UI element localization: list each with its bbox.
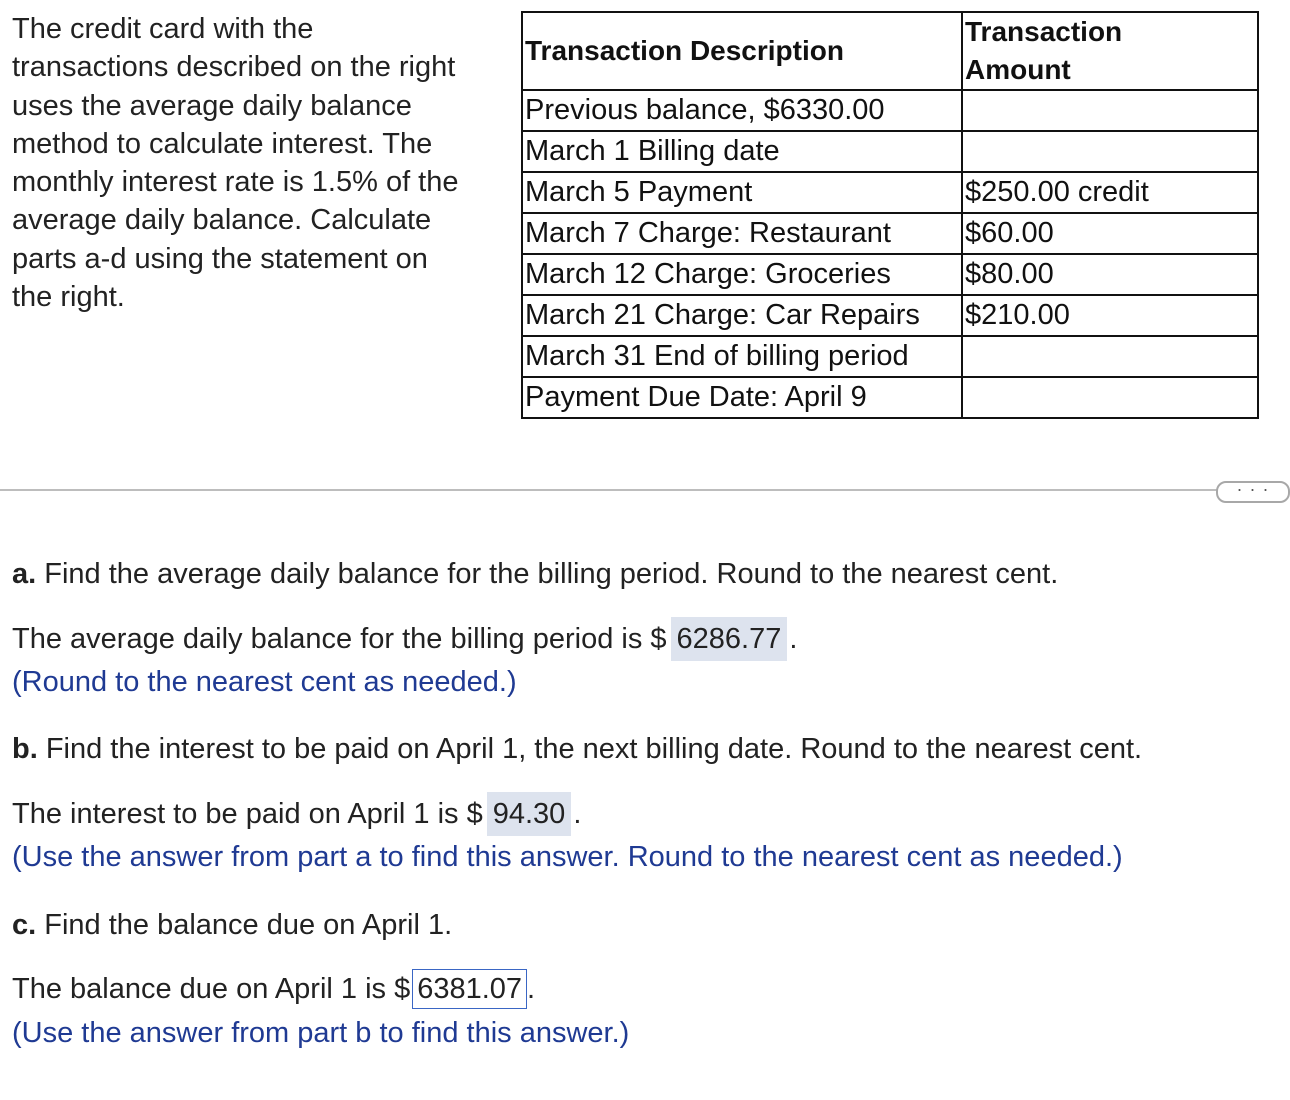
- part-b-question-text: Find the interest to be paid on April 1, the next billing date. Round to the nearest cent.: [37, 733, 1143, 765]
- header-amount: [962, 12, 1258, 90]
- row-amount: [962, 336, 1258, 377]
- row-description: March 5 Payment: [522, 172, 962, 213]
- ellipsis-icon: · · ·: [1236, 479, 1270, 499]
- row-description: Payment Due Date: April 9: [522, 377, 962, 418]
- row-description: March 7 Charge: Restaurant: [522, 213, 962, 254]
- intro-line: average daily balance. Calculate: [12, 204, 432, 237]
- table-row: [522, 295, 1258, 336]
- row-amount: [962, 131, 1258, 172]
- part-a-letter: a.: [12, 558, 37, 590]
- part-a-question-text: Find the average daily balance for the billing period. Round to the nearest cent.: [36, 558, 1059, 590]
- table-row: [522, 172, 1258, 213]
- row-description: March 1 Billing date: [522, 131, 962, 172]
- row-amount: $80.00: [962, 254, 1258, 295]
- transaction-table: [521, 11, 1259, 419]
- part-c-letter: c.: [12, 909, 37, 941]
- table-row: [522, 90, 1258, 131]
- part-b-hint: (Use the answer from part a to find this answer. Round to the nearest cent as needed.): [12, 841, 1123, 873]
- row-amount: $60.00: [962, 213, 1258, 254]
- row-description: March 12 Charge: Groceries: [522, 254, 962, 295]
- part-c-answer-input[interactable]: 6381.07: [412, 969, 527, 1009]
- intro-line: The credit card with the: [12, 13, 314, 45]
- part-c-hint: (Use the answer from part b to find this answer.): [12, 1017, 630, 1049]
- part-a-answer-field[interactable]: 6286.77: [671, 617, 788, 661]
- intro-line: transactions described on the right: [12, 51, 456, 84]
- part-b-answer-suffix: .: [573, 798, 582, 830]
- table-header-row: [522, 12, 1258, 90]
- part-a-question: [12, 558, 1058, 591]
- row-description: March 21 Charge: Car Repairs: [522, 295, 962, 336]
- part-b-answer-prefix: The interest to be paid on April 1 is $: [12, 798, 483, 830]
- row-description: Previous balance, $6330.00: [522, 90, 962, 131]
- table-row: [522, 254, 1258, 295]
- header-amount-line2: Amount: [965, 54, 1071, 85]
- part-c-answer-line: [12, 969, 535, 1009]
- row-amount: $250.00 credit: [962, 172, 1258, 213]
- part-c-answer-prefix: The balance due on April 1 is $: [12, 973, 411, 1005]
- expand-more-button[interactable]: [1216, 481, 1290, 503]
- row-amount: [962, 377, 1258, 418]
- part-a-answer-suffix: .: [789, 623, 798, 655]
- row-amount: [962, 90, 1258, 131]
- part-b-letter: b.: [12, 733, 38, 765]
- part-c-question-text: Find the balance due on April 1.: [36, 909, 453, 941]
- section-divider: [0, 489, 1218, 491]
- intro-line: uses the average daily balance: [12, 89, 412, 122]
- intro-line: method to calculate interest. The: [12, 127, 433, 160]
- row-description: March 31 End of billing period: [522, 336, 962, 377]
- part-a-answer-prefix: The average daily balance for the billing period is $: [12, 623, 667, 655]
- intro-line: monthly interest rate is 1.5% of the: [12, 166, 459, 199]
- part-b-question: [12, 733, 1142, 766]
- table-row: [522, 131, 1258, 172]
- table-row: [522, 377, 1258, 418]
- header-description: Transaction Description: [522, 12, 962, 90]
- part-a-hint: (Round to the nearest cent as needed.): [12, 666, 517, 698]
- problem-intro: [12, 10, 502, 316]
- intro-line: the right.: [12, 281, 125, 314]
- part-c-question: [12, 909, 452, 942]
- part-c-answer-suffix: .: [527, 973, 536, 1005]
- header-amount-line1: Transaction: [965, 16, 1123, 47]
- part-b-answer-field[interactable]: 94.30: [487, 792, 572, 836]
- table-row: [522, 336, 1258, 377]
- part-b-answer-line: [12, 792, 581, 836]
- part-a-answer-line: [12, 617, 797, 661]
- row-amount: $210.00: [962, 295, 1258, 336]
- intro-line: parts a-d using the statement on: [12, 242, 428, 275]
- table-row: [522, 213, 1258, 254]
